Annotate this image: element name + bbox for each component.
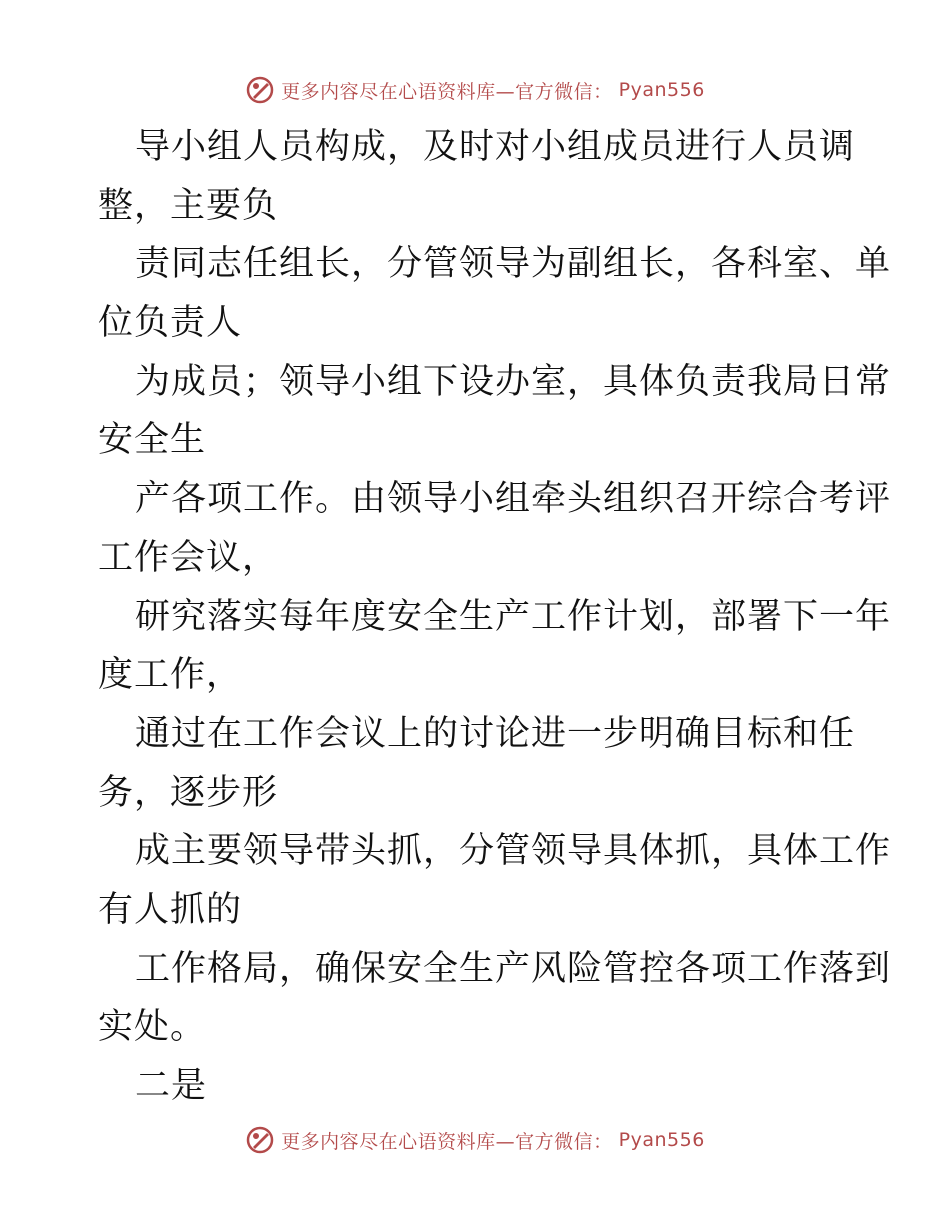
body-line: 研究落实每年度安全生产工作计划，部署下一年 [135,596,892,637]
body-line: 产各项工作。由领导小组牵头组织召开综合考评 [135,479,892,520]
watermark-wechat-id: Pyan556 [618,79,705,101]
body-line: 成主要领导带头抓，分管领导具体抓，具体工作 [135,831,892,872]
body-line: 导小组人员构成，及时对小组成员进行人员调 [135,127,856,167]
body-line: 工作格局，确保安全生产风险管控各项工作落到 [135,948,892,989]
body-line: 责同志任组长，分管领导为副组长，各科室、单 [135,244,892,285]
watermark-text: 更多内容尽在心语资料库—官方微信： [281,1130,613,1153]
body-line: 二是 [135,1066,208,1106]
body-line: 实处。 [98,1007,207,1048]
watermark-wechat-id: Pyan556 [618,1129,705,1151]
header-watermark [0,70,950,110]
body-line: 务，逐步形 [98,772,279,813]
body-line: 度工作， [98,655,243,696]
body-line: 为成员；领导小组下设办室，具体负责我局日常 [135,361,892,402]
body-line: 通过在工作会议上的讨论进一步明确目标和任 [135,713,856,754]
document-body [98,118,892,1116]
watermark-text: 更多内容尽在心语资料库—官方微信： [281,80,613,103]
body-line: 工作会议， [98,537,279,578]
brand-logo-icon [245,75,275,105]
body-line: 位负责人 [98,303,243,344]
footer-watermark [0,1120,950,1160]
body-line: 有人抓的 [98,889,243,930]
brand-logo-icon [245,1125,275,1155]
body-line: 整，主要负 [98,185,279,226]
body-line: 安全生 [98,420,207,461]
